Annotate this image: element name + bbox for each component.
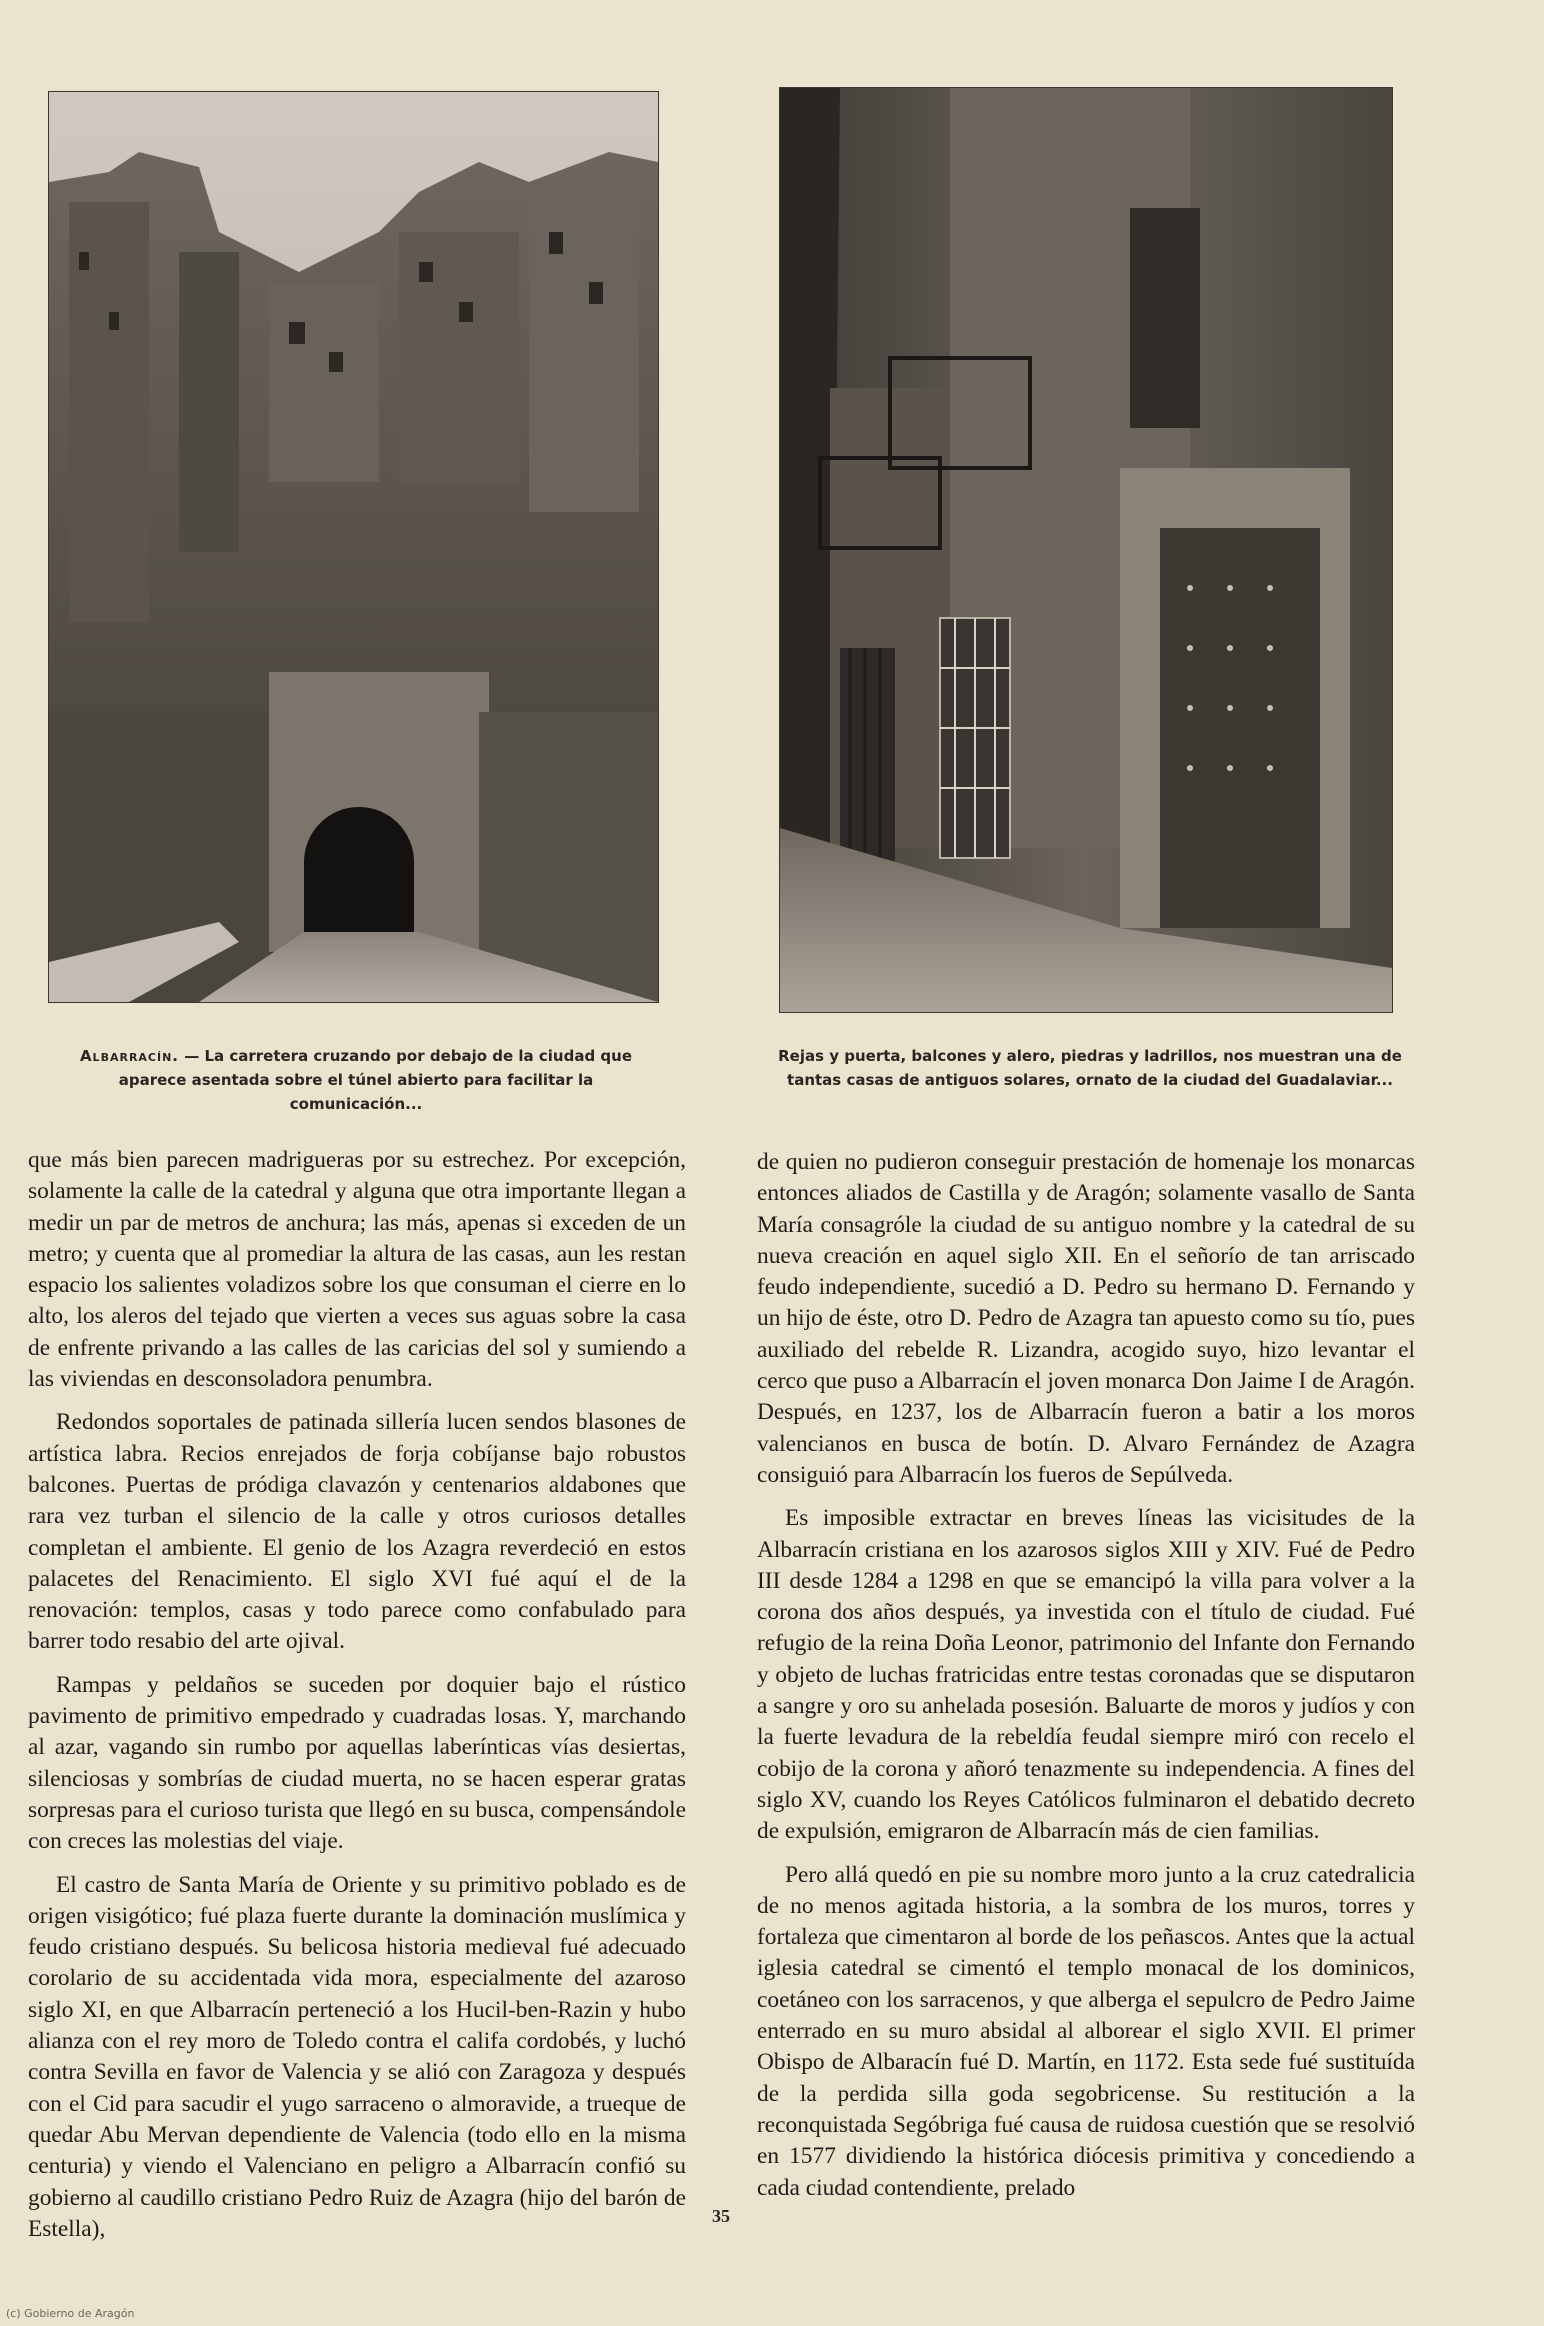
doorway-icon: [780, 88, 1392, 1012]
caption-text: — La carretera cruzando por debajo de la ciudad que aparece asentada sobre el túnel abierto para facilitar la comunicación...: [118, 1047, 633, 1113]
paragraph: Pero allá quedó en pie su nombre moro junto a la cruz catedralicia de no menos agitada historia, a la sombra de los muros, torres y fortaleza que cimentaron al borde de los peñascos. Antes que la actual iglesia catedral se cimentó el templo monacal de los dominicos, coetáneo con los sarracenos, y que alberga el sepulcro de Pedro Jaime enterrado en su muro absidal al alborear el siglo XVII. El primer Obispo de Albaracín fué D. Martín, en 1172. Esta sede fué sustituída de la perdida silla goda segobricense. Su restitución a la reconquistada Segóbriga fué causa de ruidosa cuestión que se resolvió en 1577 dividiendo la histórica diócesis primitiva y concediendo a cada ciudad contendiente, prelado: [757, 1861, 1415, 2201]
copyright-notice: (c) Gobierno de Aragón: [6, 2307, 135, 2320]
text-column-left: [28, 1145, 686, 2257]
paragraph: Es imposible extractar en breves líneas las vicisitudes de la Albarracín cristiana en los azarosos siglos XIII y XIV. Fué de Pedro III desde 1284 a 1298 en que se emancipó la villa para volver a la corona dos años después, ya investida con el título de ciudad. Fué refugio de la reina Doña Leonor, patrimonio del Infante don Fernando y objeto de luchas fratricidas entre testas coronadas que se disputaron a sangre y oro su anhelada posesión. Baluarte de moros y judíos y con la fuerte levadura de la rebeldía feudal siempre miró con recelo el cobijo de la corona y añoró tenazmente su independencia. A fines del siglo XV, cuando los Reyes Católicos fulminaron el debatido decreto de expulsión, emigraron de Albarracín más de cien familias.: [757, 1505, 1415, 1845]
page-number: 35: [712, 2206, 730, 2226]
paragraph: Rampas y peldaños se suceden por doquier bajo el rústico pavimento de primitivo empedrado y cuadradas losas. Y, marchando al azar, vagando sin rumbo por aquellas laberínticas vías desiertas, silenciosas y sombrías de ciudad muerta, no se hacen esperar gratas sorpresas para el curioso turista que llegó en su busca, compensándole con creces las molestias del viaje.: [28, 1671, 686, 1855]
photo-caption-left: [50, 1044, 662, 1116]
paragraph: que más bien parecen madrigueras por su estrechez. Por excepción, solamente la calle de la catedral y alguna que otra importante llegan a medir un par de metros de anchura; las más, apenas si exceden de un metro; y cuenta que al promediar la altura de las casas, aun les restan espacio los salientes voladizos sobre los que consuman el cierre en lo alto, los aleros del tejado que vierten a veces sus aguas sobre la casa de enfrente privando a las calles de las caricias del sol y sumiendo a las viviendas en desconsoladora penumbra.: [28, 1147, 686, 1393]
paragraph: El castro de Santa María de Oriente y su primitivo poblado es de origen visigótico; fué plaza fuerte durante la dominación muslímica y feudo cristiano después. Su belicosa historia medieval fué adecuado corolario de su accidentada vida mora, especialmente del azaroso siglo XI, en que Albarracín perteneció a los Hucil-ben-Razin y hubo alianza con el rey moro de Toledo contra el califa cordobés, y luchó contra Sevilla en favor de Valencia y se alió con Zaragoza y después con el Cid para sacudir el yugo sarraceno o almoravide, a trueque de quedar Abu Mervan dependiente de Valencia (todo ello en la misma centuria) y viendo el Valenciano en peligro a Albarracín confió su gobierno al caudillo cristiano Pedro Ruiz de Azagra (hijo del barón de Estella),: [28, 1871, 686, 2242]
paragraph: Redondos soportales de patinada sillería lucen sendos blasones de artística labra. Recios enrejados de forja cobíjanse bajo robustos balcones. Puertas de pródiga clavazón y centenarios aldabones que rara vez turban el silencio de la calle y otros curiosos detalles completan el ambiente. El genio de los Azagra reverdeció en estos palacetes del Renacimiento. El siglo XVI fué aquí el de la renovación: templos, casas y todo parece como confabulado para barrer todo resabio del arte ojival.: [28, 1409, 686, 1655]
caption-lead: Albarracín.: [79, 1047, 179, 1065]
photo-caption-right: [770, 1044, 1410, 1092]
text-column-right: [757, 1147, 1415, 2216]
tunnel-icon: [49, 92, 658, 1002]
caption-text: Rejas y puerta, balcones y alero, piedras y ladrillos, nos muestran una de tantas casas de antiguos solares, ornato de la ciudad del Guadalaviar...: [778, 1047, 1402, 1089]
photo-albarracin-tunnel: [48, 91, 659, 1003]
paragraph: de quien no pudieron conseguir prestación de homenaje los monarcas entonces aliados de Castilla y de Aragón; solamente vasallo de Santa María consagróle la ciudad de su antiguo nombre y la catedral de su nueva creación en aquel siglo XII. En el señorío de tan arriscado feudo independiente, sucedió a D. Pedro su hermano D. Fernando y un hijo de éste, otro D. Pedro de Azagra tan apuesto como su tío, pues auxiliado del rebelde R. Lizandra, acogido suyo, hizo levantar el cerco que puso a Albarracín el joven monarca Don Jaime I de Aragón. Después, en 1237, los de Albarracín fueron a batir a los moros valencianos en busca de botín. D. Alvaro Fernández de Azagra consiguió para Albarracín los fueros de Sepúlveda.: [757, 1149, 1415, 1488]
photo-street-facade: [779, 87, 1393, 1013]
